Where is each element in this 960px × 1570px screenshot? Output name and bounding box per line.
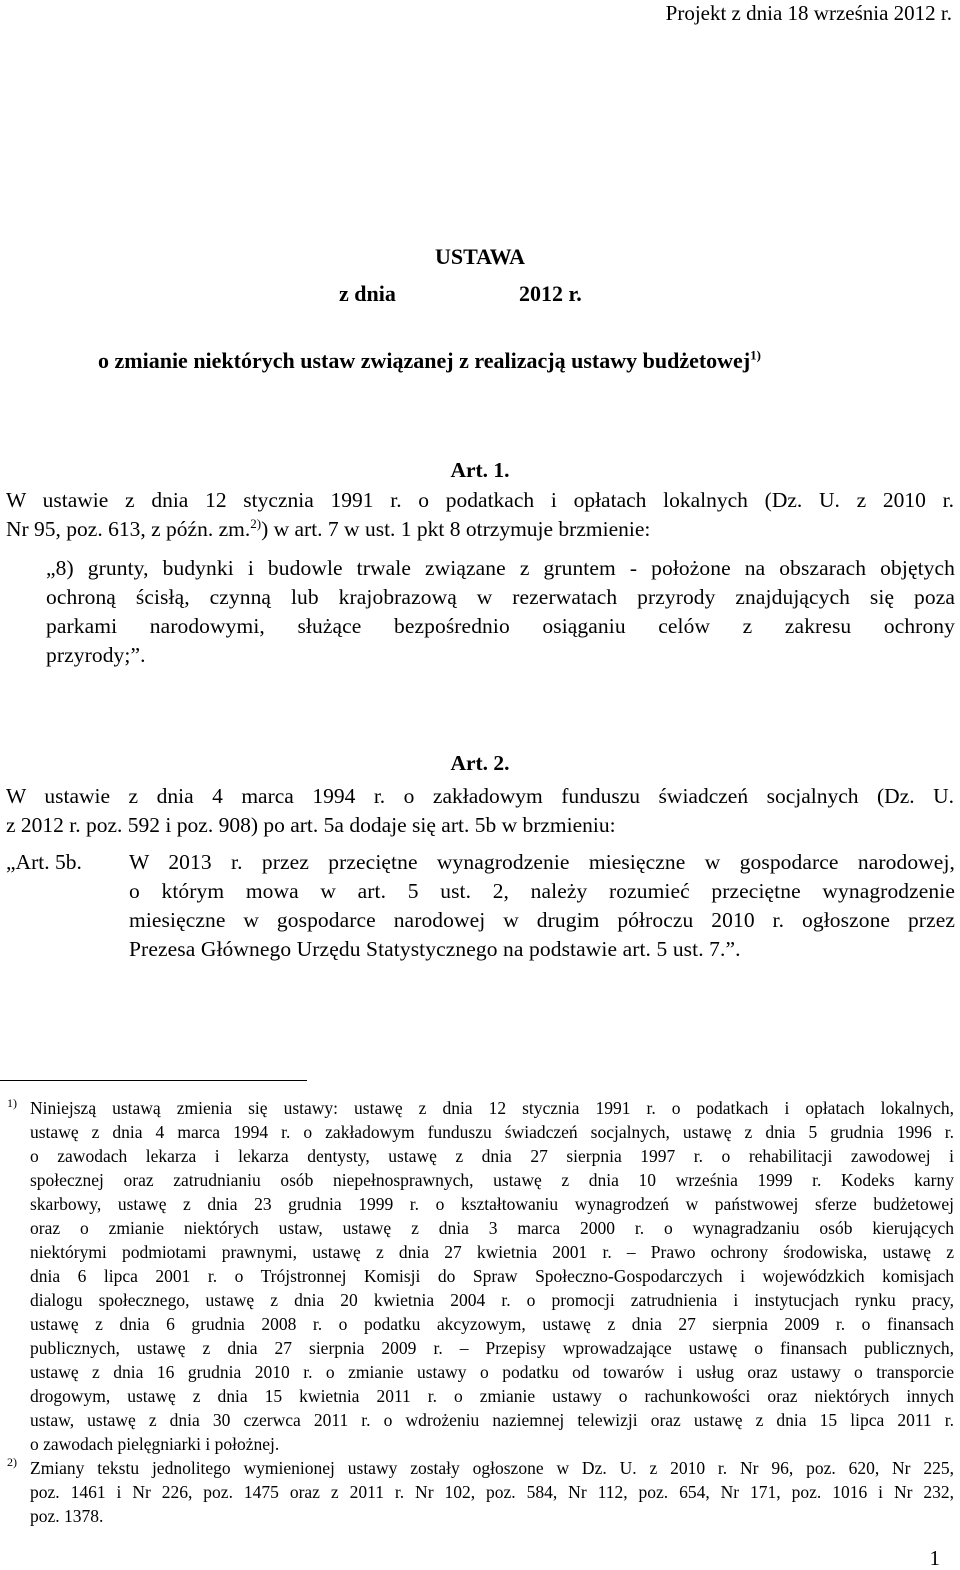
footnote-2-line-1: Zmiany tekstu jednolitego wymienionej ustawy zostały ogłoszone w Dz. U. z 2010 r. Nr 96, poz. 620, Nr 225, xyxy=(30,1458,954,1478)
footnote-separator xyxy=(0,1080,307,1081)
act-subject-text: o zmianie niektórych ustaw związanej z realizacją ustawy budżetowej xyxy=(98,348,751,373)
page-number: 1 xyxy=(929,1546,940,1570)
footnote-1-line-9: dialogu społecznego, ustawę z dnia 20 kwietnia 2004 r. o promocji zatrudnienia i instytucjach rynku pracy, xyxy=(30,1290,954,1310)
footnote-2-line-2: poz. 1461 i Nr 226, poz. 1475 oraz z 2011 r. Nr 102, poz. 584, Nr 112, poz. 654, Nr 171, poz. 1016 i Nr 232, xyxy=(30,1482,954,1502)
footnote-1-line-5: skarbowy, ustawę z dnia 23 grudnia 1999 r. o kształtowaniu wynagrodzeń w państwowej sferze budżetowej xyxy=(30,1194,954,1214)
footnote-ref-1[interactable]: 1) xyxy=(750,347,761,363)
art-1-quote-line-4: przyrody;”. xyxy=(46,643,146,667)
footnote-1-line-15: o zawodach pielęgniarki i położnej. xyxy=(30,1434,280,1454)
art-5b-line-1: W 2013 r. przez przeciętne wynagrodzenie miesięczne w gospodarce narodowej, xyxy=(129,850,955,874)
art-1-line-2 xyxy=(6,515,650,544)
art-2-line-2: z 2012 r. poz. 592 i poz. 908) po art. 5a dodaje się art. 5b w brzmieniu: xyxy=(6,813,616,837)
art-2-heading: Art. 2. xyxy=(450,751,510,775)
project-date-header: Projekt z dnia 18 września 2012 r. xyxy=(665,1,952,25)
act-subject-title xyxy=(98,347,761,375)
footnote-1-line-4: społecznej oraz zatrudnianiu osób niepełnosprawnych, ustawę z dnia 10 września 1999 r. Kodeks karny xyxy=(30,1170,954,1190)
art-1-line-2-a: Nr 95, poz. 613, z późn. zm. xyxy=(6,517,251,541)
footnote-1-line-13: drogowym, ustawę z dnia 15 kwietnia 2011 r. o zmianie ustawy o rachunkowości oraz niektórych innych xyxy=(30,1386,954,1406)
footnote-1-line-6: oraz o zmianie niektórych ustaw, ustawę z dnia 3 marca 2000 r. o wynagradzaniu osób kierujących xyxy=(30,1218,954,1238)
footnote-1-line-1: Niniejszą ustawą zmienia się ustawy: ustawę z dnia 12 stycznia 1991 r. o podatkach i opłatach lokalnych, xyxy=(30,1098,954,1118)
footnote-2-line-3: poz. 1378. xyxy=(30,1506,104,1526)
footnote-1-line-7: niektórymi podmiotami prawnymi, ustawę z dnia 27 kwietnia 2001 r. – Prawo ochrony środowiska, ustawę z xyxy=(30,1242,954,1262)
act-type-title: USTAWA xyxy=(434,244,526,269)
art-1-line-2-b: ) w art. 7 w ust. 1 pkt 8 otrzymuje brzmienie: xyxy=(261,517,651,541)
act-date-year: 2012 r. xyxy=(519,281,582,306)
footnote-1-line-8: dnia 6 lipca 2001 r. o Trójstronnej Komisji do Spraw Społeczno-Gospodarczych i wojewódzkich komisjach xyxy=(30,1266,954,1286)
footnote-1-line-10: ustawę z dnia 6 grudnia 2008 r. o podatku akcyzowym, ustawę z dnia 27 sierpnia 2009 r. o finansach xyxy=(30,1314,954,1334)
art-1-quote-line-1: „8) grunty, budynki i budowle trwale związane z gruntem - położone na obszarach objętych xyxy=(46,556,955,580)
footnote-1-line-3: o zawodach lekarza i lekarza dentysty, ustawę z dnia 27 sierpnia 1997 r. o rehabilitacji zawodowej i xyxy=(30,1146,954,1166)
art-1-line-1: W ustawie z dnia 12 stycznia 1991 r. o podatkach i opłatach lokalnych (Dz. U. z 2010 r. xyxy=(6,488,954,512)
art-5b-line-3: miesięczne w gospodarce narodowej w drugim półroczu 2010 r. ogłoszone przez xyxy=(129,908,955,932)
art-2-line-1: W ustawie z dnia 4 marca 1994 r. o zakładowym funduszu świadczeń socjalnych (Dz. U. xyxy=(6,784,954,808)
footnote-1-line-11: publicznych, ustawę z dnia 27 sierpnia 2009 r. – Przepisy wprowadzające ustawę o finansach publicznych, xyxy=(30,1338,954,1358)
art-5b-line-2: o którym mowa w art. 5 ust. 2, należy rozumieć przeciętne wynagrodzenie xyxy=(129,879,955,903)
footnote-2-marker: 2) xyxy=(7,1455,17,1469)
art-5b-line-4: Prezesa Głównego Urzędu Statystycznego na podstawie art. 5 ust. 7.”. xyxy=(129,937,741,961)
footnote-1-marker: 1) xyxy=(7,1096,17,1110)
footnote-ref-2[interactable]: 2) xyxy=(250,515,262,531)
art-1-quote-line-2: ochroną ścisłą, czynną lub krajobrazową w rezerwatach przyrody znajdujących się poza xyxy=(46,585,955,609)
footnote-1-line-12: ustawę z dnia 16 grudnia 2010 r. o zmianie ustawy o podatku od towarów i usług oraz ustawy o transporcie xyxy=(30,1362,954,1382)
art-5b-label: „Art. 5b. xyxy=(6,850,82,874)
footnote-1-line-2: ustawę z dnia 4 marca 1994 r. o zakładowym funduszu świadczeń socjalnych, ustawę z dnia 5 grudnia 1996 r. xyxy=(30,1122,954,1142)
art-1-quote-line-3: parkami narodowymi, służące bezpośrednio osiąganiu celów z zakresu ochrony xyxy=(46,614,955,638)
act-date-prefix: z dnia xyxy=(339,281,396,306)
art-1-heading: Art. 1. xyxy=(450,458,510,482)
footnote-1-line-14: ustaw, ustawę z dnia 30 czerwca 2011 r. o wdrożeniu naziemnej telewizji oraz ustawę z dnia 15 lipca 2011 r. xyxy=(30,1410,954,1430)
